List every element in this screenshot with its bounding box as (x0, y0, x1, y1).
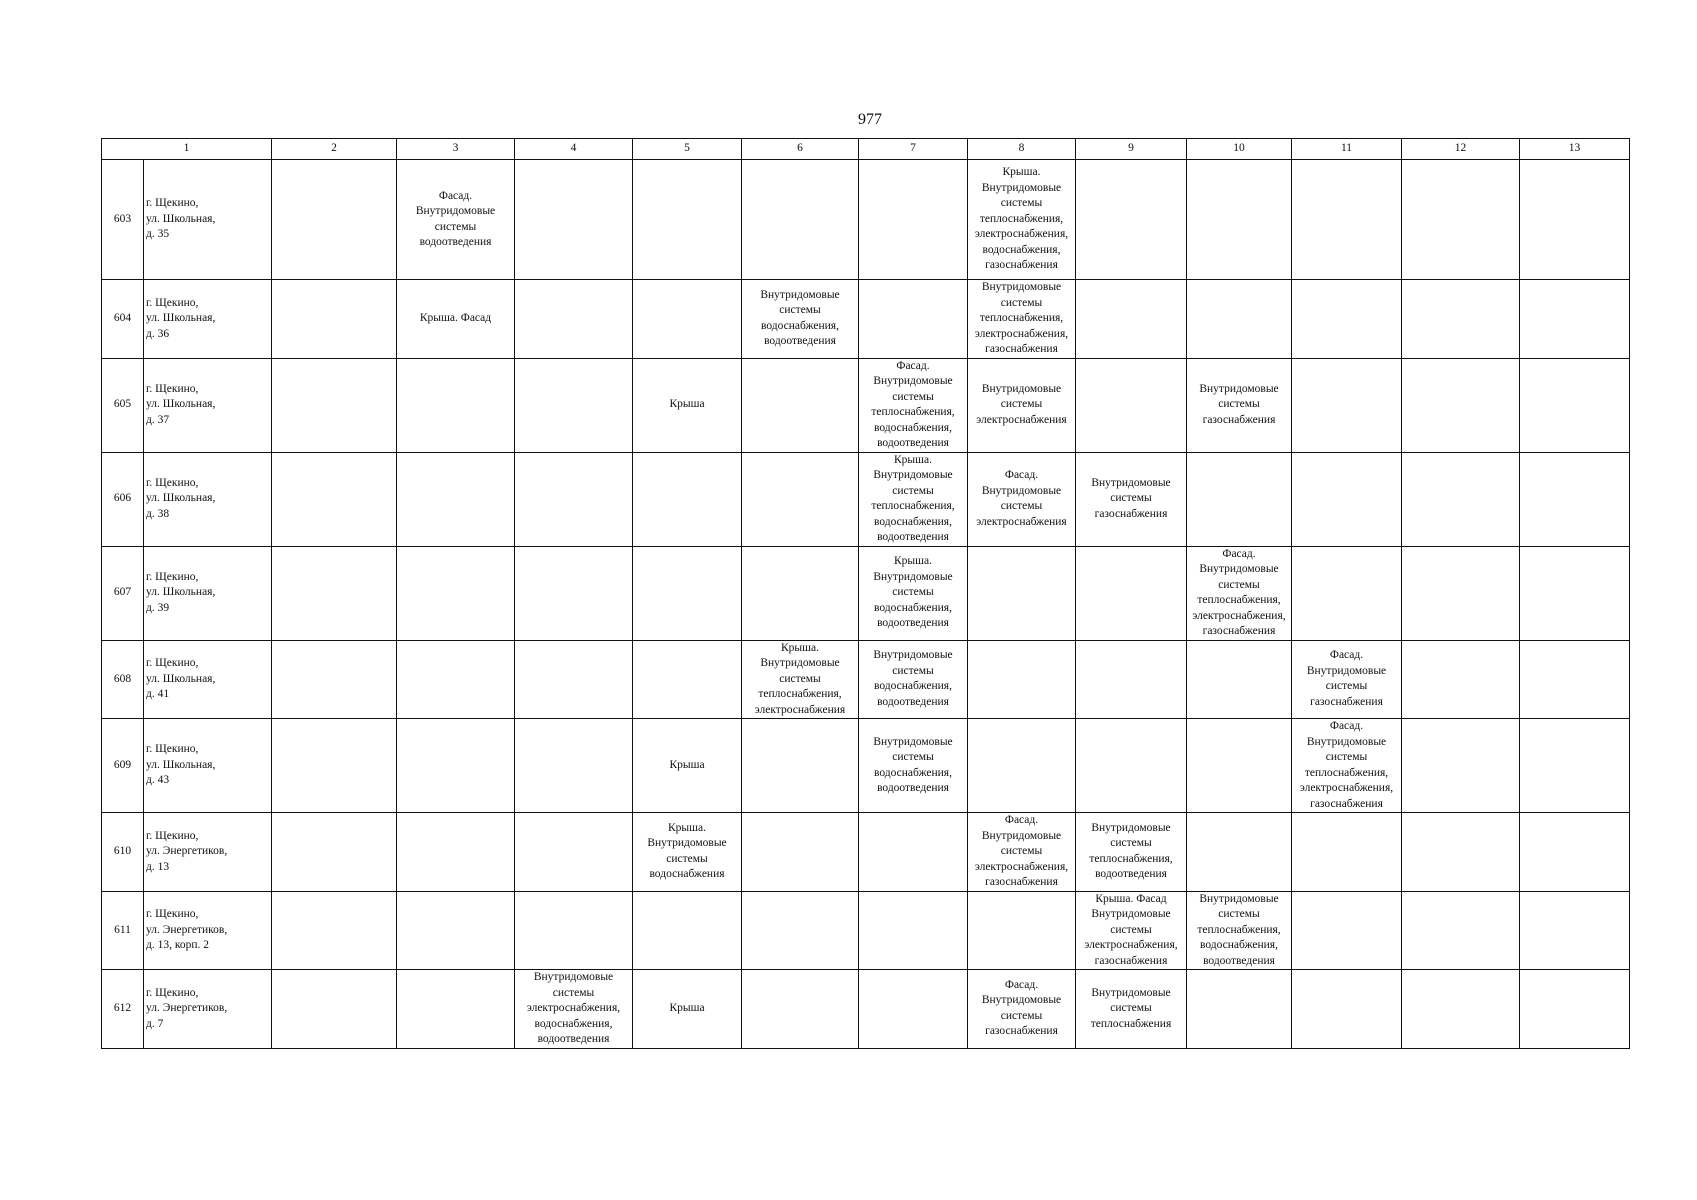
work-cell-col-3 (397, 546, 515, 640)
work-cell-col-9 (1076, 546, 1187, 640)
work-description-text: Внутридомовые системы газоснабжения (1091, 476, 1171, 520)
work-cell-col-10 (1187, 719, 1292, 813)
work-cell-col-6 (742, 546, 859, 640)
work-cell-col-12 (1402, 280, 1520, 359)
work-cell-col-4 (515, 160, 633, 280)
work-cell-col-7 (859, 719, 968, 813)
work-cell-col-6 (742, 358, 859, 452)
work-cell-col-4 (515, 546, 633, 640)
address-cell (144, 719, 272, 813)
column-header-11: 11 (1292, 139, 1402, 160)
work-cell-col-11 (1292, 452, 1402, 546)
work-description-text: Внутридомовые системы теплоснабжения, водоотведения (1089, 821, 1173, 881)
work-cell-col-10 (1187, 160, 1292, 280)
address-cell (144, 546, 272, 640)
work-description-text: Фасад. Внутридомовые системы электроснабжения (976, 469, 1067, 528)
work-description-text: Фасад. Внутридомовые системы газоснабжения (981, 978, 1062, 1038)
address-cell (144, 813, 272, 892)
work-cell-col-13 (1520, 160, 1630, 280)
work-cell-col-4 (515, 970, 633, 1049)
work-cell-col-10 (1187, 970, 1292, 1049)
address-text: г. Щекино, ул. Школьная, д. 41 (146, 657, 216, 700)
work-cell-col-3 (397, 280, 515, 359)
work-cell-col-3 (397, 452, 515, 546)
work-description-text: Внутридомовые системы водоснабжения, водоотведения (873, 649, 953, 708)
work-cell-col-10 (1187, 280, 1292, 359)
work-cell-col-7 (859, 813, 968, 892)
work-cell-col-12 (1402, 452, 1520, 546)
work-cell-col-9 (1076, 640, 1187, 719)
work-cell-col-8 (968, 280, 1076, 359)
work-cell-col-11 (1292, 970, 1402, 1049)
work-description-text: Внутридомовые системы электроснабжения (976, 382, 1067, 426)
work-cell-col-7 (859, 452, 968, 546)
work-cell-col-3 (397, 970, 515, 1049)
work-description-text: Крыша. Внутридомовые системы водоснабжения (647, 821, 727, 881)
work-description-text: Крыша. Фасад Внутридомовые системы электроснабжения, газоснабжения (1084, 892, 1178, 967)
work-cell-col-5 (633, 358, 742, 452)
work-cell-col-9 (1076, 719, 1187, 813)
work-cell-col-11 (1292, 640, 1402, 719)
work-cell-col-7 (859, 640, 968, 719)
address-text: г. Щекино, ул. Энергетиков, д. 13 (146, 829, 228, 873)
work-cell-col-9 (1076, 970, 1187, 1049)
work-cell-col-5 (633, 891, 742, 970)
column-header-3: 3 (397, 139, 515, 160)
row-number-cell: 612 (102, 970, 144, 1049)
row-number-cell: 603 (102, 160, 144, 280)
work-cell-col-4 (515, 813, 633, 892)
work-cell-col-2 (272, 970, 397, 1049)
work-cell-col-4 (515, 358, 633, 452)
work-description-text: Крыша. Внутридомовые системы теплоснабжения, электроснабжения (754, 641, 846, 716)
column-header-10: 10 (1187, 139, 1292, 160)
table-row (102, 719, 1630, 813)
work-cell-col-5 (633, 546, 742, 640)
address-text: г. Щекино, ул. Школьная, д. 35 (146, 197, 216, 241)
work-cell-col-3 (397, 719, 515, 813)
row-number-cell: 604 (102, 280, 144, 359)
work-description-text: Крыша (669, 398, 705, 411)
work-cell-col-2 (272, 640, 397, 719)
work-cell-col-7 (859, 891, 968, 970)
work-description-text: Внутридомовые системы теплоснабжения (1090, 986, 1172, 1030)
address-cell (144, 280, 272, 359)
work-description-text: Фасад. Внутридомовые системы электроснабжения, газоснабжения (974, 814, 1069, 888)
work-cell-col-11 (1292, 891, 1402, 970)
work-cell-col-8 (968, 640, 1076, 719)
work-cell-col-3 (397, 640, 515, 719)
work-description-text: Крыша. Внутридомовые системы водоснабжения, водоотведения (873, 555, 953, 630)
work-cell-col-2 (272, 813, 397, 892)
work-cell-col-11 (1292, 160, 1402, 280)
work-cell-col-13 (1520, 891, 1630, 970)
work-cell-col-2 (272, 280, 397, 359)
address-text: г. Щекино, ул. Школьная, д. 38 (146, 476, 216, 520)
work-cell-col-8 (968, 970, 1076, 1049)
work-cell-col-13 (1520, 280, 1630, 359)
work-cell-col-4 (515, 640, 633, 719)
work-cell-col-13 (1520, 640, 1630, 719)
header-row (102, 139, 1630, 160)
work-cell-col-5 (633, 813, 742, 892)
work-description-text: Крыша. Внутридомовые системы теплоснабжения, электроснабжения, водоснабжения, газоснабжения (974, 166, 1069, 272)
work-cell-col-2 (272, 719, 397, 813)
work-description-text: Крыша. Фасад (419, 312, 492, 324)
work-description-text: Внутридомовые системы водоснабжения, водоотведения (760, 288, 840, 348)
work-cell-col-5 (633, 970, 742, 1049)
work-cell-col-2 (272, 891, 397, 970)
work-cell-col-6 (742, 280, 859, 359)
work-description-text: Внутридомовые системы водоснабжения, водоотведения (873, 735, 953, 794)
work-cell-col-4 (515, 280, 633, 359)
work-cell-col-10 (1187, 358, 1292, 452)
work-cell-col-2 (272, 546, 397, 640)
work-cell-col-8 (968, 358, 1076, 452)
column-header-13: 13 (1520, 139, 1630, 160)
work-cell-col-13 (1520, 813, 1630, 892)
table-row (102, 891, 1630, 970)
work-cell-col-2 (272, 452, 397, 546)
row-number-cell: 610 (102, 813, 144, 892)
work-cell-col-13 (1520, 452, 1630, 546)
work-cell-col-3 (397, 891, 515, 970)
work-cell-col-9 (1076, 280, 1187, 359)
work-cell-col-7 (859, 358, 968, 452)
work-cell-col-9 (1076, 160, 1187, 280)
work-cell-col-5 (633, 160, 742, 280)
work-description-text: Внутридомовые системы газоснабжения (1199, 382, 1279, 426)
repair-schedule-table (101, 138, 1630, 1049)
work-cell-col-10 (1187, 813, 1292, 892)
work-cell-col-6 (742, 813, 859, 892)
work-description-text: Фасад. Внутридомовые системы водоотведения (415, 189, 496, 248)
column-header-1: 1 (102, 139, 272, 160)
table-row (102, 280, 1630, 359)
address-cell (144, 970, 272, 1049)
work-cell-col-12 (1402, 719, 1520, 813)
table-row (102, 640, 1630, 719)
work-cell-col-10 (1187, 640, 1292, 719)
row-number-cell: 605 (102, 358, 144, 452)
work-cell-col-10 (1187, 452, 1292, 546)
work-cell-col-9 (1076, 452, 1187, 546)
table-row (102, 546, 1630, 640)
work-description-text: Внутридомовые системы электроснабжения, водоснабжения, водоотведения (526, 971, 621, 1045)
work-cell-col-11 (1292, 813, 1402, 892)
work-cell-col-8 (968, 891, 1076, 970)
work-description-text: Крыша (669, 758, 705, 771)
work-cell-col-4 (515, 452, 633, 546)
work-cell-col-10 (1187, 891, 1292, 970)
work-cell-col-7 (859, 280, 968, 359)
work-cell-col-5 (633, 452, 742, 546)
work-cell-col-11 (1292, 546, 1402, 640)
work-cell-col-13 (1520, 719, 1630, 813)
work-cell-col-3 (397, 160, 515, 280)
column-header-9: 9 (1076, 139, 1187, 160)
work-description-text: Фасад. Внутридомовые системы теплоснабжения, электроснабжения, газоснабжения (1299, 720, 1394, 810)
address-text: г. Щекино, ул. Энергетиков, д. 13, корп. 2 (146, 908, 228, 951)
work-description-text: Внутридомовые системы теплоснабжения, водоснабжения, водоотведения (1197, 892, 1281, 967)
work-cell-col-8 (968, 160, 1076, 280)
address-cell (144, 640, 272, 719)
address-text: г. Щекино, ул. Школьная, д. 43 (146, 743, 216, 787)
table-row (102, 160, 1630, 280)
work-cell-col-12 (1402, 358, 1520, 452)
column-header-6: 6 (742, 139, 859, 160)
work-cell-col-5 (633, 719, 742, 813)
work-cell-col-4 (515, 719, 633, 813)
work-cell-col-13 (1520, 546, 1630, 640)
address-cell (144, 358, 272, 452)
work-cell-col-8 (968, 719, 1076, 813)
column-header-4: 4 (515, 139, 633, 160)
work-cell-col-5 (633, 280, 742, 359)
work-cell-col-3 (397, 358, 515, 452)
table-body (102, 160, 1630, 1049)
table-row (102, 813, 1630, 892)
work-cell-col-10 (1187, 546, 1292, 640)
row-number-cell: 609 (102, 719, 144, 813)
work-cell-col-8 (968, 813, 1076, 892)
work-cell-col-9 (1076, 358, 1187, 452)
row-number-cell: 607 (102, 546, 144, 640)
work-cell-col-7 (859, 970, 968, 1049)
work-cell-col-6 (742, 160, 859, 280)
work-cell-col-12 (1402, 891, 1520, 970)
work-cell-col-7 (859, 546, 968, 640)
work-description-text: Крыша (669, 1002, 705, 1014)
address-text: г. Щекино, ул. Школьная, д. 36 (146, 296, 216, 340)
column-header-8: 8 (968, 139, 1076, 160)
work-cell-col-8 (968, 452, 1076, 546)
work-cell-col-6 (742, 891, 859, 970)
work-cell-col-11 (1292, 280, 1402, 359)
table-row (102, 970, 1630, 1049)
work-cell-col-12 (1402, 546, 1520, 640)
work-cell-col-6 (742, 640, 859, 719)
table-row (102, 452, 1630, 546)
work-cell-col-6 (742, 719, 859, 813)
column-header-7: 7 (859, 139, 968, 160)
row-number-cell: 608 (102, 640, 144, 719)
address-cell (144, 891, 272, 970)
table-row (102, 358, 1630, 452)
address-text: г. Щекино, ул. Школьная, д. 37 (146, 382, 216, 426)
work-cell-col-6 (742, 452, 859, 546)
work-cell-col-12 (1402, 813, 1520, 892)
work-cell-col-4 (515, 891, 633, 970)
work-cell-col-9 (1076, 813, 1187, 892)
work-cell-col-11 (1292, 719, 1402, 813)
work-cell-col-12 (1402, 160, 1520, 280)
work-cell-col-2 (272, 160, 397, 280)
work-cell-col-11 (1292, 358, 1402, 452)
work-description-text: Фасад. Внутридомовые системы газоснабжения (1306, 649, 1387, 708)
work-cell-col-8 (968, 546, 1076, 640)
work-cell-col-7 (859, 160, 968, 280)
row-number-cell: 611 (102, 891, 144, 970)
address-text: г. Щекино, ул. Энергетиков, д. 7 (146, 986, 228, 1030)
work-cell-col-3 (397, 813, 515, 892)
work-cell-col-13 (1520, 970, 1630, 1049)
work-description-text: Фасад. Внутридомовые системы теплоснабжения, электроснабжения, газоснабжения (1192, 547, 1286, 637)
column-header-2: 2 (272, 139, 397, 160)
address-cell (144, 160, 272, 280)
work-cell-col-9 (1076, 891, 1187, 970)
work-cell-col-13 (1520, 358, 1630, 452)
row-number-cell: 606 (102, 452, 144, 546)
address-text: г. Щекино, ул. Школьная, д. 39 (146, 570, 216, 614)
column-header-12: 12 (1402, 139, 1520, 160)
work-cell-col-6 (742, 970, 859, 1049)
work-description-text: Внутридомовые системы теплоснабжения, электроснабжения, газоснабжения (974, 281, 1069, 355)
work-cell-col-2 (272, 358, 397, 452)
address-cell (144, 452, 272, 546)
work-description-text: Крыша. Внутридомовые системы теплоснабжения, водоснабжения, водоотведения (871, 453, 955, 543)
work-cell-col-5 (633, 640, 742, 719)
page-number: 977 (858, 111, 882, 128)
column-header-5: 5 (633, 139, 742, 160)
work-description-text: Фасад. Внутридомовые системы теплоснабжения, водоснабжения, водоотведения (871, 359, 955, 449)
work-cell-col-12 (1402, 640, 1520, 719)
work-cell-col-12 (1402, 970, 1520, 1049)
